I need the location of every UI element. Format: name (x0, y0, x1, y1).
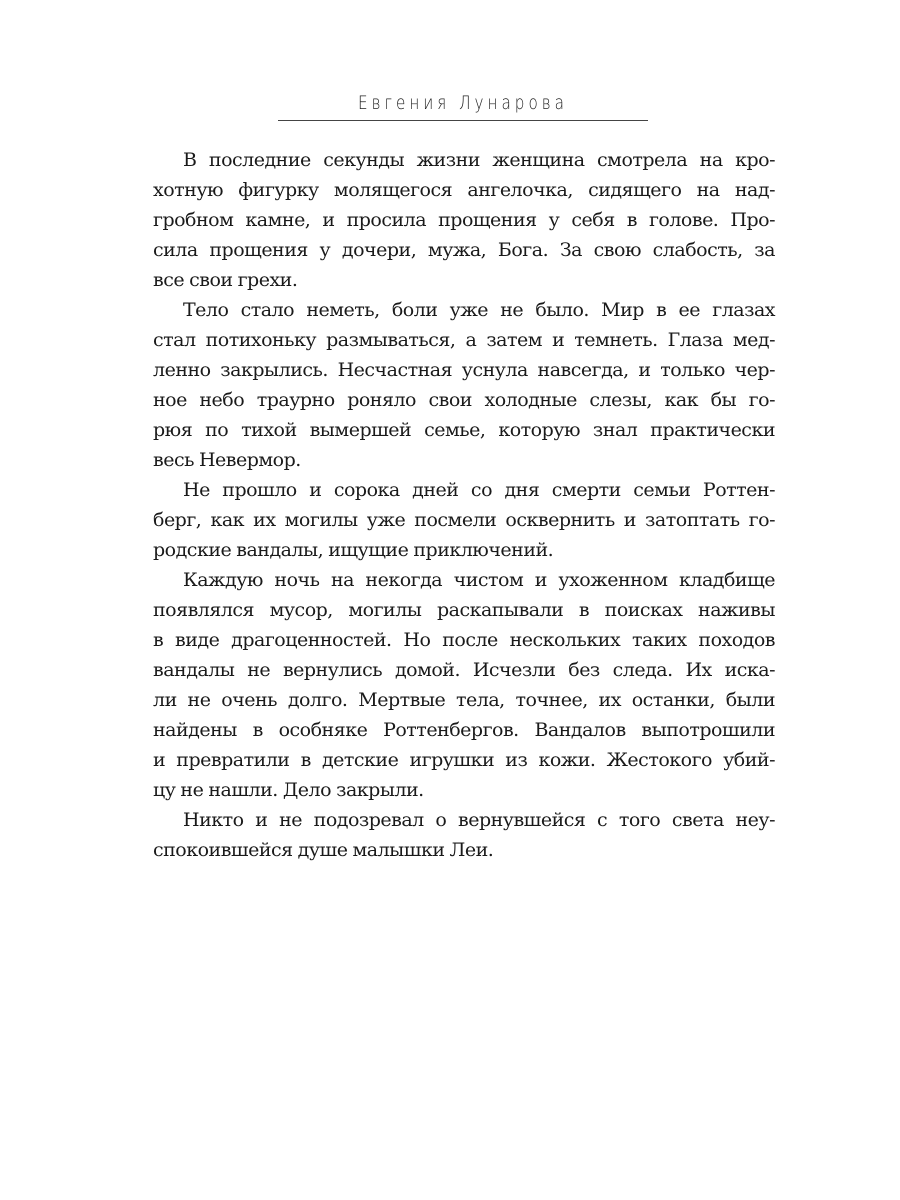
text-line: стал потихоньку размываться, а затем и темнеть. Глаза мед- (153, 329, 775, 351)
text-line: Не прошло и сорока дней со дня смерти семьи Роттен- (183, 479, 775, 501)
paragraph-3 (153, 475, 775, 565)
text-line: хотную фигурку молящегося ангелочка, сидящего на над- (153, 179, 775, 201)
text-line: ли не очень долго. Мертвые тела, точнее, их останки, были (153, 689, 775, 711)
text-line: найдены в особняке Роттенбергов. Вандалов выпотрошили (153, 719, 775, 741)
paragraph-5 (153, 805, 775, 865)
text-line: ленно закрылись. Несчастная уснула навсегда, и только чер- (153, 359, 775, 381)
text-line: ное небо траурно роняло свои холодные слезы, как бы го- (153, 389, 775, 411)
text-line: гробном камне, и просила прощения у себя в голове. Про- (153, 209, 775, 231)
text-line: Каждую ночь на некогда чистом и ухоженном кладбище (183, 569, 775, 591)
text-line: берг, как их могилы уже посмели осквернить и затоптать го- (153, 509, 775, 531)
header-rule (278, 120, 648, 121)
text-line: и превратили в детские игрушки из кожи. Жестокого убий- (153, 749, 775, 771)
paragraph-4 (153, 565, 775, 805)
paragraph-2 (153, 295, 775, 475)
text-line: Тело стало неметь, боли уже не было. Мир в ее глазах (183, 299, 775, 321)
text-line: все свои грехи. (153, 269, 298, 291)
text-line: в виде драгоценностей. Но после нескольких таких походов (153, 629, 775, 651)
text-line: спокоившейся душе малышки Леи. (153, 839, 494, 861)
text-line: В последние секунды жизни женщина смотрела на кро- (183, 149, 775, 171)
text-line: появлялся мусор, могилы раскапывали в поисках наживы (153, 599, 775, 621)
running-head-author: Евгения Лунарова (358, 92, 568, 114)
text-line: Никто и не подозревал о вернувшейся с того света неу- (183, 809, 775, 831)
text-line: сила прощения у дочери, мужа, Бога. За свою слабость, за (153, 239, 775, 261)
text-line: весь Невермор. (153, 449, 301, 471)
paragraph-1 (153, 145, 775, 295)
body-text (153, 145, 775, 865)
text-line: вандалы не вернулись домой. Исчезли без следа. Их иска- (153, 659, 775, 681)
text-line: цу не нашли. Дело закрыли. (153, 779, 424, 801)
text-line: родские вандалы, ищущие приключений. (153, 539, 554, 561)
text-line: рюя по тихой вымершей семье, которую знал практически (153, 419, 775, 441)
